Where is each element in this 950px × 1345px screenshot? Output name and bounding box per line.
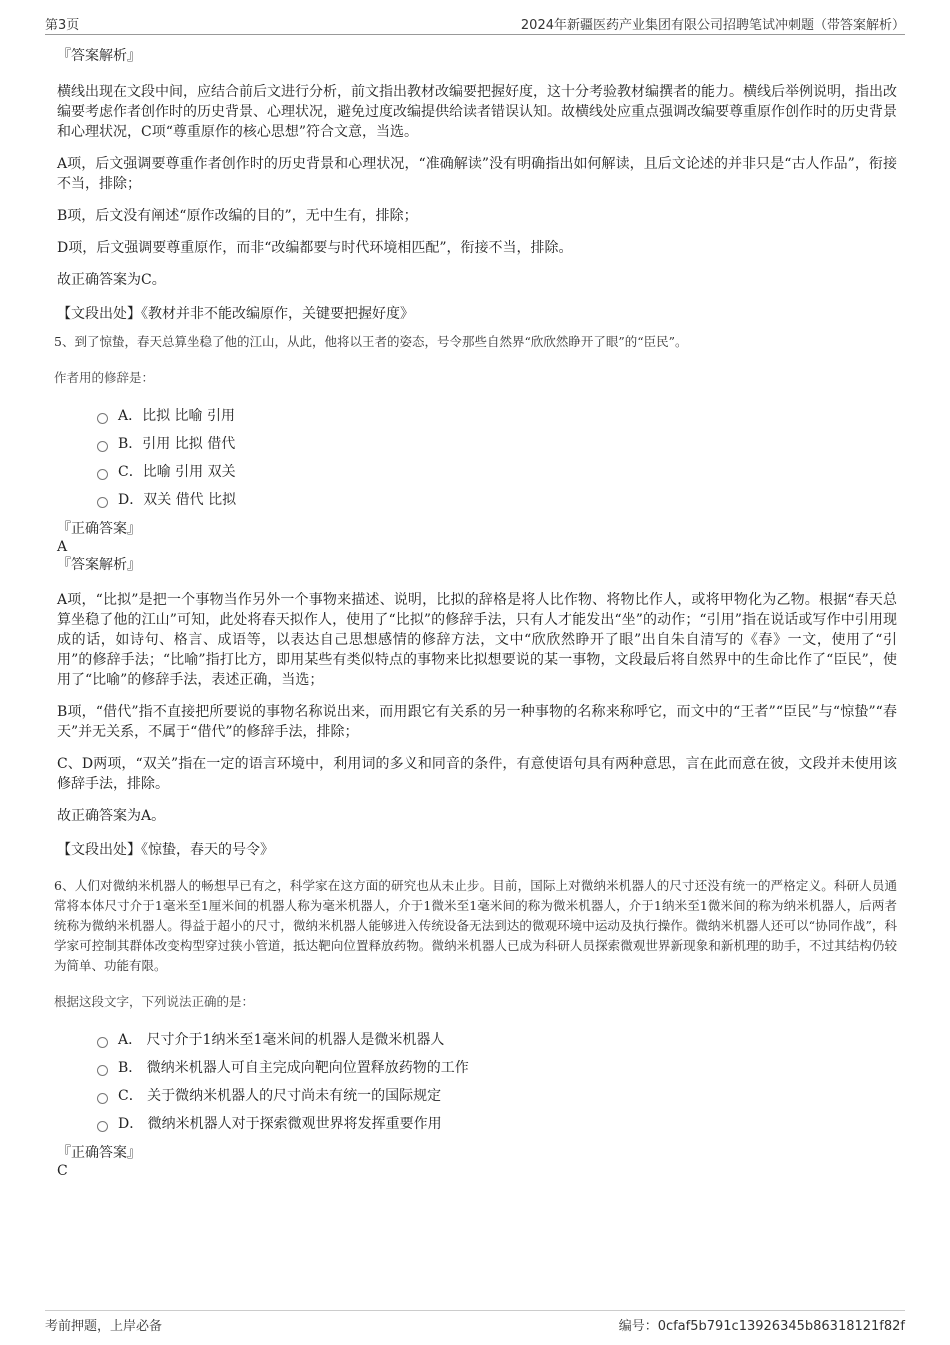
q5-question: 5、到了惊蛰，春天总算坐稳了他的江山，从此，他将以王者的姿态，号令那些自然界“欣欣然睁开了眼”的“臣民”。 [54,334,688,349]
q6-prompt: 根据这段文字，下列说法正确的是： [54,994,255,1009]
q5-option-b[interactable] [97,430,897,458]
q4-source: 【文段出处】《教材并非不能改编原作，关键要把握好度》 [57,306,414,322]
radio-icon[interactable] [97,1065,108,1076]
q6-question: 6、人们对微纳米机器人的畅想早已有之，科学家在这方面的研究也从未止步。目前，国际上对微纳米机器人的尺寸还没有统一的严格定义。科研人员通常将本体尺寸介于1毫米至1厘米间的机器人称为毫米机器人，介于1微米至1毫米间的称为微米机器人，介于1纳米至1微米间的称为纳米机器人，后两者统称为微纳米机器人。得益于超小的尺寸，微纳米机器人能够进入传统设备无法到达的微观环境中运动及执行操作。微纳米机器人还可以“协同作战”，科学家可控制其群体改变构型穿过狭小管道，抵达靶向位置释放药物。微纳米机器人已成为科研人员探索微观世界新现象和新机理的助手，不过其结构仍较为简单、功能有限。 [54,878,897,973]
radio-icon[interactable] [97,413,108,424]
q4-analysis-paragraph: 故正确答案为C。 [57,272,166,288]
q5-option-c[interactable] [97,458,897,486]
radio-icon[interactable] [97,1037,108,1048]
q4-analysis-paragraph: A项，后文强调要尊重作者创作时的历史背景和心理状况，“准确解读”没有明确指出如何解读，且后文论述的并非只是“古人作品”，衔接不当，排除； [57,156,897,192]
option-label: A．比拟 比喻 引用 [118,408,236,424]
option-label: C．比喻 引用 双关 [118,464,236,480]
q5-answer: A [57,539,68,555]
option-label: C． 关于微纳米机器人的尺寸尚未有统一的国际规定 [118,1088,442,1104]
q4-analysis-paragraph: 横线出现在文段中间，应结合前后文进行分析，前文指出教材改编要把握好度，这十分考验教材编撰者的能力。横线后举例说明，指出改编要考虑作者创作时的历史背景、心理状况，避免过度改编提供给读者错误认知。故横线处应重点强调改编要尊重原作创作时的历史背景和心理状况，C项“尊重原作的核心思想”符合文意，当选。 [57,84,897,140]
radio-icon[interactable] [97,1121,108,1132]
q6-options [97,1026,897,1138]
page-header [45,14,905,35]
q5-source: 【文段出处】《惊蛰，春天的号令》 [57,842,274,858]
q6-option-d[interactable] [97,1110,897,1138]
page-number: 第3页 [45,18,80,33]
q5-analysis-paragraph: 故正确答案为A。 [57,808,166,824]
radio-icon[interactable] [97,469,108,480]
q5-analysis-label: 『答案解析』 [57,557,141,573]
q4-analysis-paragraph: D项，后文强调要尊重原作，而非“改编都要与时代环境相匹配”，衔接不当，排除。 [57,240,573,256]
page-content [54,46,897,1180]
option-label: D． 微纳米机器人对于探索微观世界将发挥重要作用 [118,1116,442,1132]
option-label: B．引用 比拟 借代 [118,436,236,452]
q5-options [97,402,897,514]
q5-prompt: 作者用的修辞是： [54,370,155,385]
q5-option-a[interactable] [97,402,897,430]
radio-icon[interactable] [97,441,108,452]
q5-correct-label: 『正确答案』 [57,521,141,537]
document-code: 编号：0cfaf5b791c13926345b86318121f82f [618,1319,905,1334]
q5-option-d[interactable] [97,486,897,514]
q6-option-c[interactable] [97,1082,897,1110]
q5-analysis-paragraph: B项，“借代”指不直接把所要说的事物名称说出来，而用跟它有关系的另一种事物的名称来称呼它，而文中的“王者”“臣民”与“惊蛰”“春天”并无关系，不属于“借代”的修辞手法，排除； [57,704,897,740]
q6-option-a[interactable] [97,1026,897,1054]
radio-icon[interactable] [97,497,108,508]
page-footer [45,1310,905,1334]
option-label: A． 尺寸介于1纳米至1毫米间的机器人是微米机器人 [118,1032,445,1048]
q5-analysis-paragraph: A项，“比拟”是把一个事物当作另外一个事物来描述、说明，比拟的辞格是将人比作物、将物比作人，或将甲物化为乙物。根据“春天总算坐稳了他的江山”可知，此处将春天拟作人，使用了“比拟”的修辞手法，只有人才能发出“坐”的动作；“引用”指在说话或写作中引用现成的话，如诗句、格言、成语等，以表达自己思想感情的修辞方法，文中“欣欣然睁开了眼”出自朱自清写的《春》一文，使用了“引用”的修辞手法；“比喻”指打比方，即用某些有类似特点的事物来比拟想要说的某一事物，文段最后将自然界中的生命比作了“臣民”，使用了“比喻”的修辞手法，表述正确，当选； [57,592,897,688]
option-label: B． 微纳米机器人可自主完成向靶向位置释放药物的工作 [118,1060,469,1076]
q4-analysis-paragraph: B项，后文没有阐述“原作改编的目的”，无中生有，排除； [57,208,418,224]
radio-icon[interactable] [97,1093,108,1104]
option-label: D．双关 借代 比拟 [118,492,237,508]
document-title: 2024年新疆医药产业集团有限公司招聘笔试冲刺题（带答案解析） [520,18,905,33]
q4-analysis-label: 『答案解析』 [57,48,141,64]
q6-option-b[interactable] [97,1054,897,1082]
footer-slogan: 考前押题，上岸必备 [45,1319,163,1334]
q6-answer: C [57,1163,68,1179]
q5-analysis-paragraph: C、D两项，“双关”指在一定的语言环境中，利用词的多义和同音的条件，有意使语句具有两种意思，言在此而意在彼，文段并未使用该修辞手法，排除。 [57,756,897,792]
q6-correct-label: 『正确答案』 [57,1145,141,1161]
